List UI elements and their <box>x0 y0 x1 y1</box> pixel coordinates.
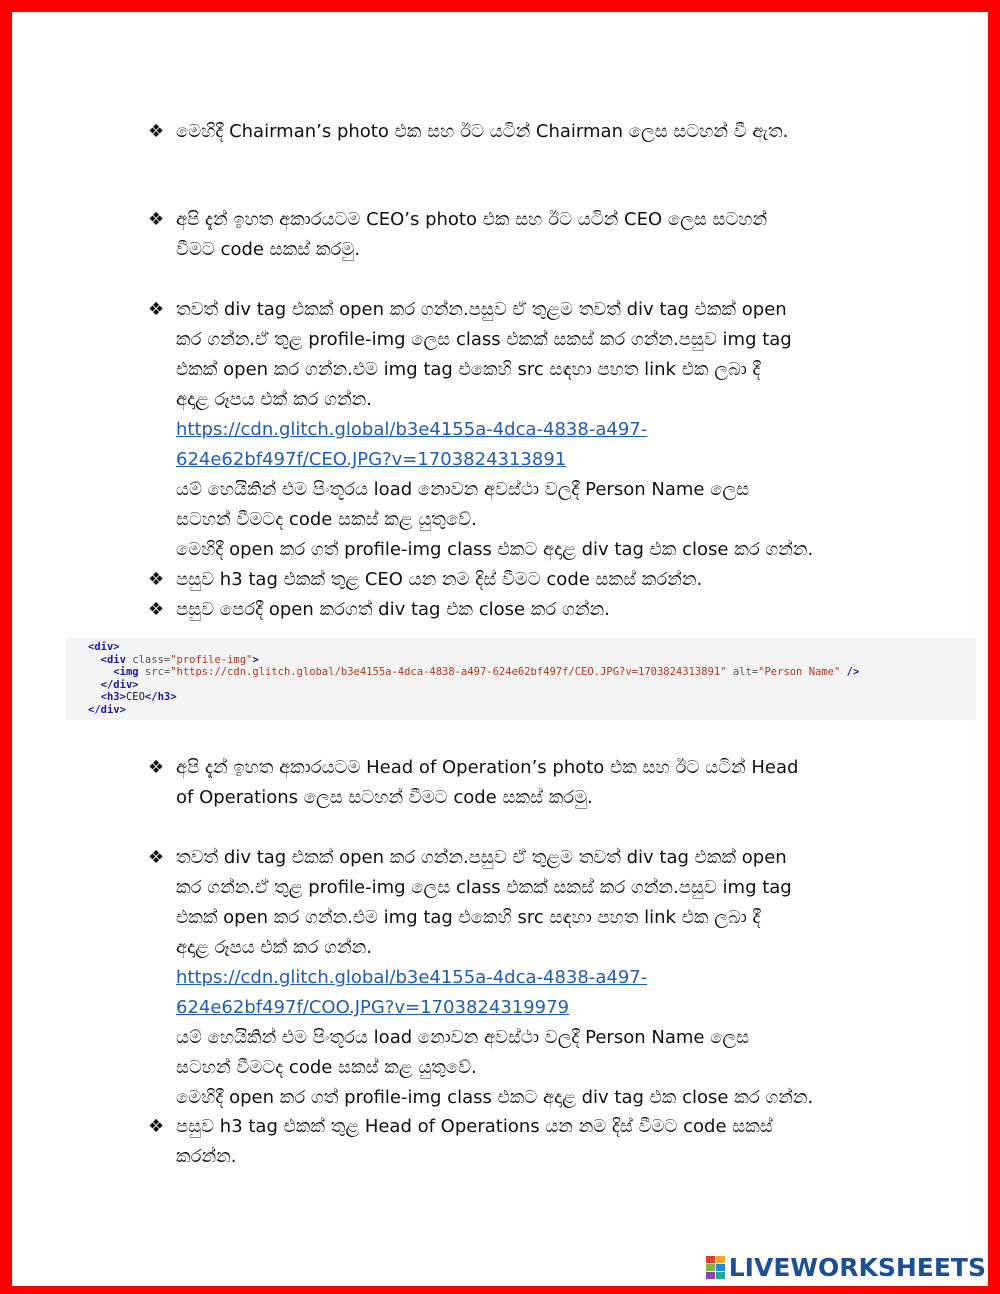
paragraph-line: අපි දැන් ඉහත අකාරයටම Head of Operation’s photo එක සහ ඊට යටින් Head <box>176 757 799 778</box>
bullet-icon: ❖ <box>148 121 165 142</box>
paragraph-line: යම් හෙයිකින් එම පිංතූරය load නොවන අවස්ථා වලදී Person Name ලෙස <box>176 479 750 500</box>
code-token: <div> <box>88 641 120 653</box>
code-token: > <box>252 653 259 666</box>
code-token: "profile-img" <box>170 653 253 666</box>
paragraph-line: මෙහිදී open කර ගත් profile-img class එකට අදාළ div tag එක close කර ගන්න. <box>176 1087 814 1108</box>
bullet-icon: ❖ <box>148 1116 165 1137</box>
paragraph-line: කර ගන්න.ඒ තුළ profile-img ලෙස class එකක් සකස් කර ගන්න.පසුව img tag <box>176 877 792 898</box>
code-token: /> <box>846 666 860 678</box>
paragraph-line: මෙහිදී Chairman’s photo එක සහ ඊට යටින් Chairman ලෙස සටහන් වී ඇත. <box>176 121 789 142</box>
paragraph-line: සටහන් වීමටද code සකස් කළ යුතුවේ. <box>176 509 477 530</box>
code-snippet <box>66 638 976 720</box>
code-token: alt= <box>732 666 759 678</box>
code-token: src= <box>144 666 171 678</box>
logo-square <box>706 1264 715 1271</box>
bullet-item <box>148 1112 898 1172</box>
bullet-item <box>148 205 898 265</box>
paragraph-line: පසුව h3 tag එකක් තුළ CEO යන නම දිස් වීමට code සකස් කරන්න. <box>176 569 703 590</box>
logo-square <box>716 1256 725 1263</box>
code-token: <div <box>100 653 133 666</box>
paragraph-line: of Operations ලෙස සටහන් වීමට code සකස් කරමු. <box>176 787 593 808</box>
paragraph-line: තවත් div tag එකක් open කර ගන්න.පසුව ඒ තුළම තවත් div tag එකක් open <box>176 847 787 868</box>
code-token: class= <box>132 653 171 666</box>
paragraph-line: අපි දැන් ඉහත අකාරයටම CEO’s photo එක සහ ඊට යටින් CEO ලෙස සටහන් <box>176 209 768 230</box>
coo-image-link[interactable]: https://cdn.glitch.global/b3e4155a-4dca-4838-a497- <box>176 967 648 988</box>
bullet-item <box>148 843 898 1113</box>
bullet-item <box>148 117 898 147</box>
bullet-item <box>148 595 898 625</box>
logo-mark-icon <box>706 1256 725 1279</box>
paragraph-line: මෙහිදී open කර ගත් profile-img class එකට අදාළ div tag එක close කර ගන්න. <box>176 539 814 560</box>
paragraph-line: පසුව h3 tag එකක් තුළ Head of Operations යන නම දිස් වීමට code සකස් <box>176 1116 773 1137</box>
paragraph-line: එකක් open කර ගන්න.එම img tag එකෙහි src සඳහා පහත link එක ලබා දී <box>176 359 761 380</box>
ceo-image-link[interactable]: 624e62bf497f/CEO.JPG?v=1703824313891 <box>176 449 567 470</box>
ceo-image-link[interactable]: https://cdn.glitch.global/b3e4155a-4dca-4838-a497- <box>176 419 648 440</box>
paragraph-line: සටහන් වීමටද code සකස් කළ යුතුවේ. <box>176 1057 477 1078</box>
code-token: </div> <box>88 703 126 716</box>
bullet-icon: ❖ <box>148 569 165 590</box>
paragraph-line: එකක් open කර ගන්න.එම img tag එකෙහි src සඳහා පහත link එක ලබා දී <box>176 907 761 928</box>
bullet-icon: ❖ <box>148 847 165 868</box>
code-token: </h3> <box>144 691 177 703</box>
paragraph-line: තවත් div tag එකක් open කර ගන්න.පසුව ඒ තුළම තවත් div tag එකක් open <box>176 299 787 320</box>
paragraph-line: පසුව පෙරදී open කරගත් div tag එක close කර ගන්න. <box>176 599 610 620</box>
paragraph-line: යම් හෙයිකින් එම පිංතූරය load නොවන අවස්ථා වලදී Person Name ලෙස <box>176 1027 750 1048</box>
bullet-item <box>148 565 898 595</box>
code-token: </div> <box>100 678 139 691</box>
code-token: CEO <box>125 691 145 703</box>
logo-text: LIVEWORKSHEETS <box>728 1252 986 1282</box>
paragraph-line: අදාළ රූපය එක් කර ගන්න. <box>176 389 372 410</box>
bullet-item <box>148 295 898 565</box>
bullet-icon: ❖ <box>148 299 165 320</box>
coo-image-link[interactable]: 624e62bf497f/COO.JPG?v=1703824319979 <box>176 997 570 1018</box>
code-token: "https://cdn.glitch.global/b3e4155a-4dca-4838-a497-624e62bf497f/CEO.JPG?v=1703824313891" <box>170 666 727 678</box>
code-token: <img <box>113 666 145 678</box>
logo-square <box>716 1264 725 1271</box>
paragraph-line: අදාළ රූපය එක් කර ගන්න. <box>176 937 372 958</box>
paragraph-line: කරන්න. <box>176 1146 237 1167</box>
paragraph-line: කර ගන්න.ඒ තුළ profile-img ලෙස class එකක් සකස් කර ගන්න.පසුව img tag <box>176 329 792 350</box>
bullet-item <box>148 753 898 813</box>
code-token: "Person Name" <box>758 666 841 678</box>
code-token: <h3> <box>100 691 126 703</box>
liveworksheets-logo <box>706 1252 986 1282</box>
bullet-icon: ❖ <box>148 757 165 778</box>
bullet-icon: ❖ <box>148 209 165 230</box>
logo-square <box>706 1272 715 1279</box>
logo-square <box>706 1256 715 1263</box>
logo-square <box>716 1272 725 1279</box>
bullet-icon: ❖ <box>148 599 165 620</box>
paragraph-line: වීමට code සකස් කරමු. <box>176 239 361 260</box>
